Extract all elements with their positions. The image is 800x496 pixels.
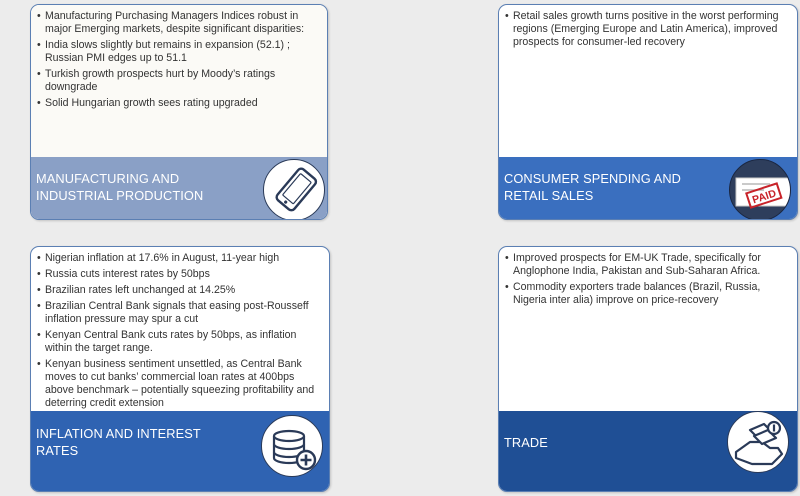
manufacturing-panel [30,4,328,220]
trade-panel [498,246,798,492]
paid-stamp-icon [729,159,791,220]
bullet: • Kenyan Central Bank cuts rates by 50bps, as inflation within the target range. [37,329,321,355]
svg-text:PAID: PAID [750,187,778,207]
bullet: • Nigerian inflation at 17.6% in August, 11-year high [37,252,321,265]
inflation-panel [30,246,330,492]
consumer-title: CONSUMER SPENDING AND RETAIL SALES [504,171,682,203]
bullet: • Brazilian rates left unchanged at 14.25% [37,284,321,297]
trade-title: TRADE [504,435,548,450]
bullet: • Kenyan business sentiment unsettled, as Central Bank moves to cut banks’ commercial loan rates at 400bps above benchmark – potentially squeezing profitability and deterring credit extension [37,358,321,410]
bullet: • Improved prospects for EM-UK Trade, specifically for Anglophone India, Pakistan and Sub-Saharan Africa. [505,252,789,278]
bullet: • Solid Hungarian growth sees rating upgraded [37,97,319,110]
tablet-icon [263,159,325,220]
database-add-icon [261,415,323,477]
bullet: • India slows slightly but remains in expansion (52.1) ; Russian PMI edges up to 51.1 [37,39,319,65]
bullet: • Manufacturing Purchasing Managers Indices robust in major Emerging markets, despite significant disparities: [37,10,319,36]
manufacturing-title: MANUFACTURING AND INDUSTRIAL PRODUCTION [36,171,204,203]
bullet: • Brazilian Central Bank signals that easing post-Rousseff inflation pressure may spur a cut [37,300,321,326]
bullet: • Russia cuts interest rates by 50bps [37,268,321,281]
bullet: • Retail sales growth turns positive in the worst performing regions (Emerging Europe and Latin America), improved prospects for consumer-led recovery [505,10,789,49]
bullet: • Turkish growth prospects hurt by Moody’s ratings downgrade [37,68,319,94]
consumer-panel [498,4,798,220]
bullet: • Commodity exporters trade balances (Brazil, Russia, Nigeria inter alia) improve on price-recovery [505,281,789,307]
inflation-title: INFLATION AND INTEREST RATES [36,426,201,458]
money-hand-icon [727,411,789,473]
